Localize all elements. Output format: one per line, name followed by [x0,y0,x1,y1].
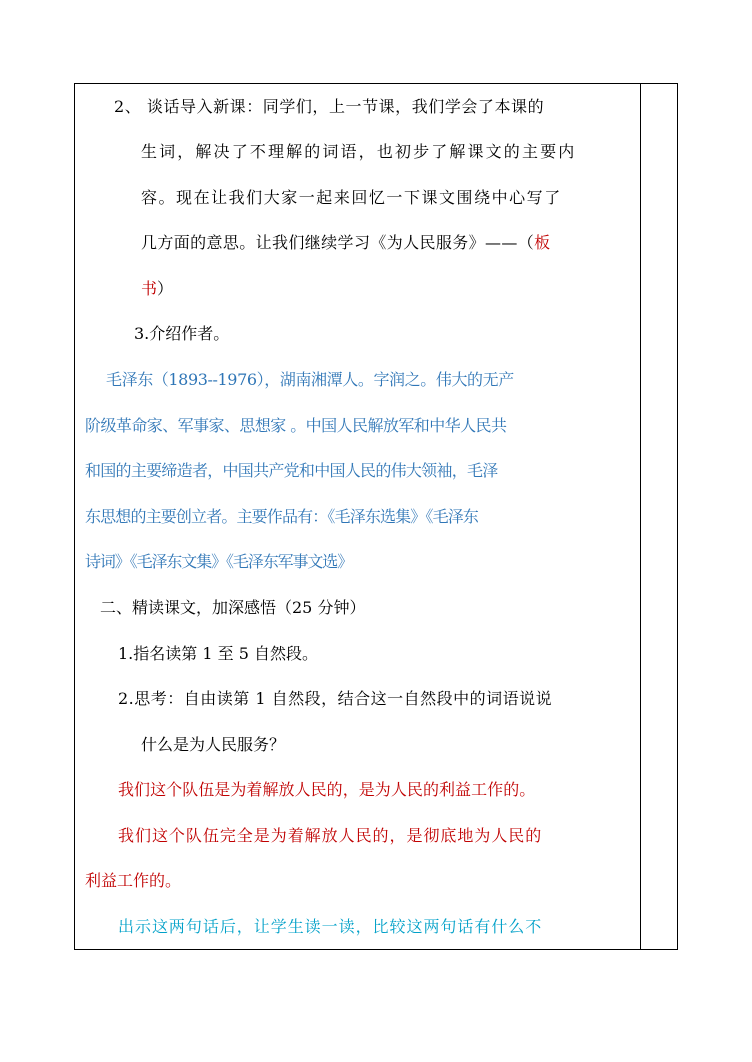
text-line [118,826,542,846]
text-line [118,644,318,664]
text-line [141,142,576,162]
text-line [141,188,562,208]
text-line [141,279,173,299]
text-line [114,97,544,117]
text-line [85,552,352,572]
text-line [141,233,551,253]
text-line [118,917,542,937]
line-text: 二、精读课文，加深感悟（25 分钟） [100,598,366,617]
line-text: 我们这个队伍完全是为着解放人民的，是彻底地为人民的 [118,826,543,845]
line-text: 和国的主要缔造者，中国共产党和中国人民的伟大领袖，毛泽 [85,461,498,480]
line-text-emphasis: 板 [534,233,551,252]
line-text: 3.介绍作者。 [134,324,230,343]
line-text: 毛泽东（1893--1976），湖南湘潭人。字润之。伟大的无产 [106,370,514,389]
text-line [134,324,229,344]
line-text: 阶级革命家、军事家、思想家 。中国人民解放军和中华人民共 [85,416,507,435]
text-line [85,461,498,481]
line-text: 东思想的主要创立者。主要作品有：《毛泽东选集》《毛泽东 [85,507,479,526]
line-text: 利益工作的。 [85,871,182,890]
line-text: 2、 谈话导入新课：同学们，上一节课，我们学会了本课的 [114,97,545,116]
line-text: 出示这两句话后，让学生读一读，比较这两句话有什么不 [118,917,543,936]
text-line [85,871,181,891]
text-line [85,507,478,527]
text-line [106,370,514,390]
text-line [141,735,285,755]
line-text: 2.思考：自由读第 1 自然段，结合这一自然段中的词语说说 [118,689,553,708]
line-text: 1.指名读第 1 至 5 自然段。 [118,644,318,663]
line-text: ） [157,279,174,298]
line-text: 容。现在让我们大家一起来回忆一下课文围绕中心写了 [141,188,562,207]
line-text: 诗词》《毛泽东文集》《毛泽东军事文选》 [85,552,353,571]
line-text: 生词，解决了不理解的词语，也初步了解课文的主要内 [141,142,577,161]
line-text: 几方面的意思。让我们继续学习《为人民服务》——（ [141,233,535,252]
line-text: 什么是为人民服务？ [141,735,286,754]
line-text: 我们这个队伍是为着解放人民的，是为人民的利益工作的。 [118,780,536,799]
column-divider [640,84,641,949]
text-line [100,598,365,618]
text-line [118,689,552,709]
text-line [85,416,506,436]
text-line [118,780,535,800]
line-text-emphasis: 书 [141,279,158,298]
